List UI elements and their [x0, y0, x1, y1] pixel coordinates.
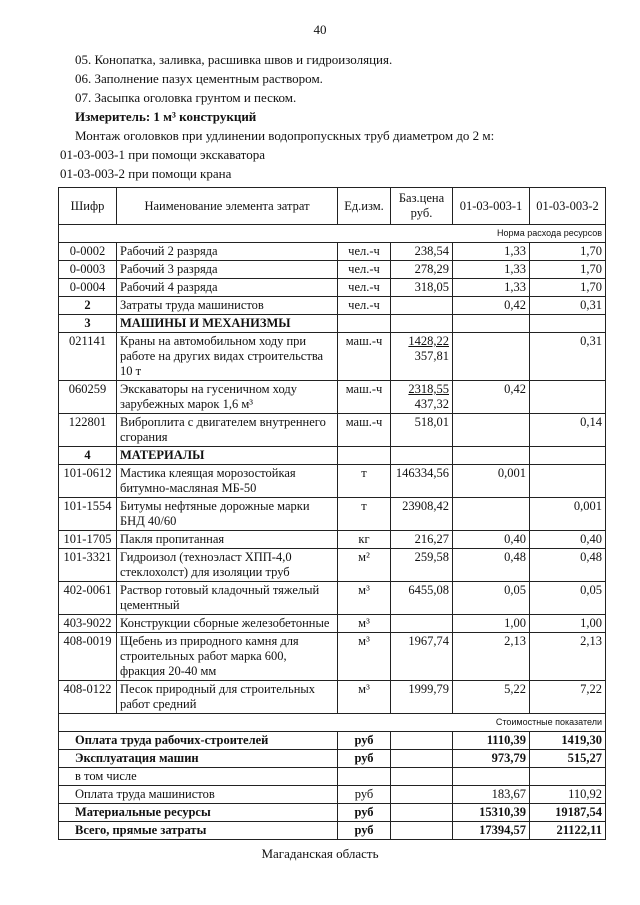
row-price: 1967,74 — [391, 633, 453, 681]
row-name: Рабочий 2 разряда — [117, 243, 338, 261]
table-row — [59, 465, 606, 498]
row-v2: 1,70 — [530, 279, 606, 297]
row-name: Рабочий 3 разряда — [117, 261, 338, 279]
row-price: 23908,42 — [391, 498, 453, 531]
row-name: Виброплита с двигателем внутреннего сгорания — [117, 414, 338, 447]
section-code: 3 — [59, 315, 117, 333]
row-v1: 1,00 — [453, 615, 530, 633]
intro-block — [60, 50, 494, 183]
row-code: 021141 — [59, 333, 117, 381]
total-v2: 1419,30 — [530, 732, 606, 750]
row-unit: м³ — [338, 681, 391, 714]
row-unit: чел.-ч — [338, 261, 391, 279]
row-code: 101-0612 — [59, 465, 117, 498]
row-code: 060259 — [59, 381, 117, 414]
row-name: Рабочий 4 разряда — [117, 279, 338, 297]
row-v2: 0,05 — [530, 582, 606, 615]
table-row — [59, 633, 606, 681]
table-row — [59, 414, 606, 447]
row-v1: 5,22 — [453, 681, 530, 714]
total-name: Оплата труда рабочих-строителей — [59, 732, 338, 750]
table-row — [59, 531, 606, 549]
measure-unit: Измеритель: 1 м³ конструкций — [75, 109, 257, 124]
table-row — [59, 333, 606, 381]
total-unit: руб — [338, 732, 391, 750]
header-price: Баз.цена руб. — [391, 188, 453, 225]
row-v1: 0,001 — [453, 465, 530, 498]
row-unit: маш.-ч — [338, 381, 391, 414]
row-name: Конструкции сборные железобетонные — [117, 615, 338, 633]
total-unit: руб — [338, 822, 391, 840]
machinist-row — [59, 297, 606, 315]
table-row — [59, 381, 606, 414]
work-description: Монтаж оголовков при удлинении водопропускных труб диаметром до 2 м: — [75, 128, 495, 143]
total-v1: 15310,39 — [453, 804, 530, 822]
table-row — [59, 279, 606, 297]
row-unit: чел.-ч — [338, 243, 391, 261]
header-col2: 01-03-003-2 — [530, 188, 606, 225]
row-name: Гидроизол (техноэласт ХПП-4,0 стеклохолст) для изоляции труб — [117, 549, 338, 582]
price-bottom: 518,01 — [414, 415, 449, 429]
total-v1: 17394,57 — [453, 822, 530, 840]
row-unit: м² — [338, 549, 391, 582]
row-name: Затраты труда машинистов — [117, 297, 338, 315]
intro-line: 07. Засыпка оголовка грунтом и песком. — [75, 90, 297, 105]
table-row — [59, 549, 606, 582]
intro-line: 05. Конопатка, заливка, расшивка швов и гидроизоляция. — [75, 52, 393, 67]
total-unit: руб — [338, 786, 391, 804]
price-top: 2318,55 — [408, 382, 449, 396]
header-code: Шифр — [59, 188, 117, 225]
row-price — [391, 615, 453, 633]
row-v2: 7,22 — [530, 681, 606, 714]
total-row — [59, 732, 606, 750]
row-name: Пакля пропитанная — [117, 531, 338, 549]
row-code: 0-0002 — [59, 243, 117, 261]
row-code: 408-0122 — [59, 681, 117, 714]
row-name: Битумы нефтяные дорожные марки БНД 40/60 — [117, 498, 338, 531]
table-row — [59, 498, 606, 531]
row-price: 259,58 — [391, 549, 453, 582]
code-line: 01-03-003-1 при помощи экскаватора — [60, 147, 265, 162]
row-name: Краны на автомобильном ходу при работе на других видах строительства 10 т — [117, 333, 338, 381]
row-v2: 1,00 — [530, 615, 606, 633]
row-unit: кг — [338, 531, 391, 549]
row-v1: 1,33 — [453, 243, 530, 261]
row-code: 403-9022 — [59, 615, 117, 633]
table-row — [59, 261, 606, 279]
row-v1: 0,40 — [453, 531, 530, 549]
row-code: 408-0019 — [59, 633, 117, 681]
row-v2: 1,70 — [530, 243, 606, 261]
row-v1 — [453, 414, 530, 447]
row-unit: м³ — [338, 633, 391, 681]
row-v2: 0,001 — [530, 498, 606, 531]
total-row — [59, 786, 606, 804]
total-v2: 515,27 — [530, 750, 606, 768]
row-price — [391, 381, 453, 414]
total-v1: 973,79 — [453, 750, 530, 768]
total-name: Оплата труда машинистов — [59, 786, 338, 804]
row-name: Песок природный для строительных работ средний — [117, 681, 338, 714]
section-code: 4 — [59, 447, 117, 465]
row-name: Щебень из природного камня для строительных работ марка 600, фракция 20-40 мм — [117, 633, 338, 681]
cost-header: Стоимостные показатели — [59, 714, 606, 732]
total-v1: 1110,39 — [453, 732, 530, 750]
row-v2 — [530, 381, 606, 414]
header-name: Наименование элемента затрат — [117, 188, 338, 225]
row-v1: 2,13 — [453, 633, 530, 681]
row-price — [391, 414, 453, 447]
total-v2: 21122,11 — [530, 822, 606, 840]
header-col1: 01-03-003-1 — [453, 188, 530, 225]
norm-header: Норма расхода ресурсов — [59, 225, 606, 243]
table-row — [59, 243, 606, 261]
row-code: 101-3321 — [59, 549, 117, 582]
section-row — [59, 447, 606, 465]
row-code: 2 — [59, 297, 117, 315]
total-v2: 110,92 — [530, 786, 606, 804]
row-price: 6455,08 — [391, 582, 453, 615]
row-code: 0-0003 — [59, 261, 117, 279]
row-v1: 0,42 — [453, 381, 530, 414]
row-v2: 0,31 — [530, 333, 606, 381]
table-row — [59, 582, 606, 615]
total-v2 — [530, 768, 606, 786]
row-v2: 0,40 — [530, 531, 606, 549]
intro-line: 06. Заполнение пазух цементным раствором. — [75, 71, 323, 86]
row-unit: м³ — [338, 582, 391, 615]
row-v2: 0,48 — [530, 549, 606, 582]
header-row — [59, 188, 606, 225]
header-unit: Ед.изм. — [338, 188, 391, 225]
row-unit: маш.-ч — [338, 414, 391, 447]
section-title: МАТЕРИАЛЫ — [117, 447, 338, 465]
row-v1 — [453, 498, 530, 531]
row-name: Раствор готовый кладочный тяжелый цементный — [117, 582, 338, 615]
row-price: 216,27 — [391, 531, 453, 549]
row-unit: т — [338, 465, 391, 498]
table-row — [59, 615, 606, 633]
row-price: 146334,56 — [391, 465, 453, 498]
page-number: 40 — [313, 22, 327, 37]
row-v1: 0,42 — [453, 297, 530, 315]
total-name: Эксплуатация машин — [59, 750, 338, 768]
row-v1: 0,48 — [453, 549, 530, 582]
row-price: 278,29 — [391, 261, 453, 279]
row-unit: чел.-ч — [338, 297, 391, 315]
row-unit: маш.-ч — [338, 333, 391, 381]
row-name: Экскаваторы на гусеничном ходу зарубежных марок 1,6 м³ — [117, 381, 338, 414]
total-unit: руб — [338, 750, 391, 768]
total-v1 — [453, 768, 530, 786]
row-price: 1999,79 — [391, 681, 453, 714]
code-line: 01-03-003-2 при помощи крана — [60, 166, 232, 181]
region-footer: Магаданская область — [261, 846, 379, 861]
row-v2: 2,13 — [530, 633, 606, 681]
row-code: 101-1705 — [59, 531, 117, 549]
total-v1: 183,67 — [453, 786, 530, 804]
table-row — [59, 681, 606, 714]
price-bottom: 357,81 — [414, 349, 449, 363]
row-v1: 1,33 — [453, 279, 530, 297]
total-unit — [338, 768, 391, 786]
row-v1 — [453, 333, 530, 381]
resource-table — [58, 187, 606, 840]
row-code: 101-1554 — [59, 498, 117, 531]
price-bottom: 437,32 — [414, 397, 449, 411]
row-price — [391, 333, 453, 381]
total-row — [59, 750, 606, 768]
total-row — [59, 768, 606, 786]
row-price: 238,54 — [391, 243, 453, 261]
row-unit: м³ — [338, 615, 391, 633]
row-unit: чел.-ч — [338, 279, 391, 297]
row-code: 402-0061 — [59, 582, 117, 615]
section-row — [59, 315, 606, 333]
total-unit: руб — [338, 804, 391, 822]
row-v1: 1,33 — [453, 261, 530, 279]
total-name: Материальные ресурсы — [59, 804, 338, 822]
row-v2 — [530, 465, 606, 498]
row-price: 318,05 — [391, 279, 453, 297]
total-row — [59, 804, 606, 822]
row-unit: т — [338, 498, 391, 531]
total-v2: 19187,54 — [530, 804, 606, 822]
price-top: 1428,22 — [408, 334, 449, 348]
row-v1: 0,05 — [453, 582, 530, 615]
total-name: в том числе — [59, 768, 338, 786]
section-title: МАШИНЫ И МЕХАНИЗМЫ — [117, 315, 338, 333]
row-v2: 0,14 — [530, 414, 606, 447]
row-code: 0-0004 — [59, 279, 117, 297]
row-code: 122801 — [59, 414, 117, 447]
row-v2: 1,70 — [530, 261, 606, 279]
total-row — [59, 822, 606, 840]
total-name: Всего, прямые затраты — [59, 822, 338, 840]
row-name: Мастика клеящая морозостойкая битумно-масляная МБ-50 — [117, 465, 338, 498]
row-v2: 0,31 — [530, 297, 606, 315]
